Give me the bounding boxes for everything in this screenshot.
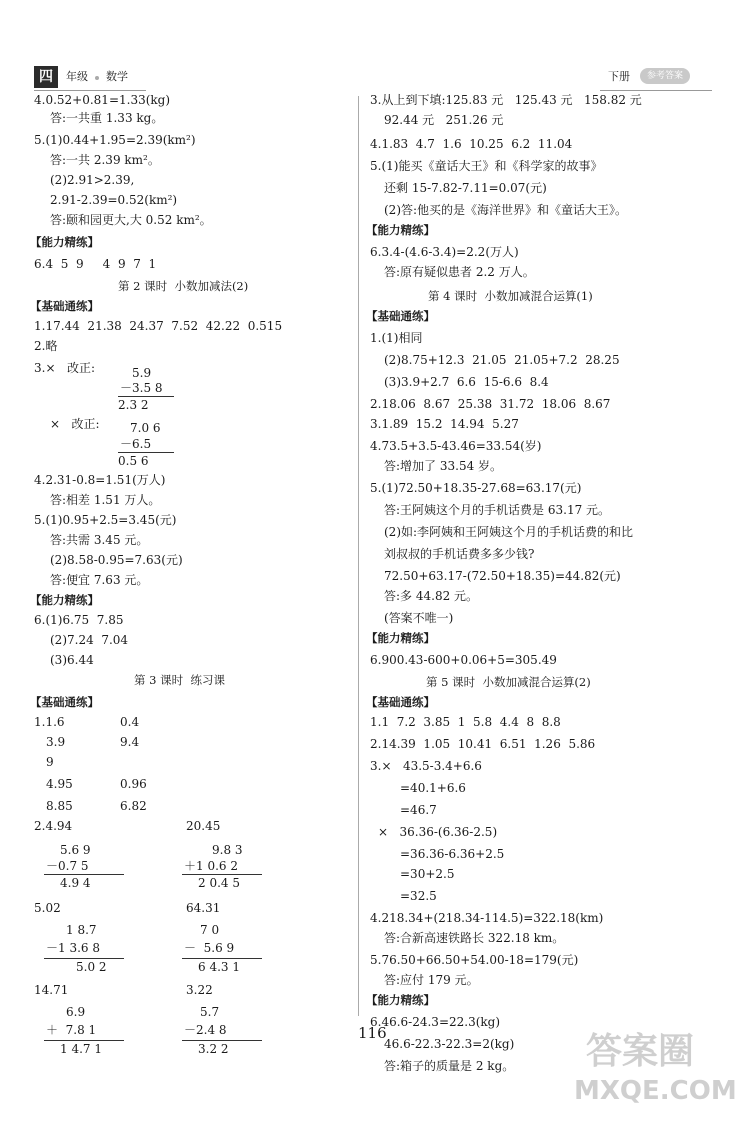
right-line: × 36.36-(6.36-2.5) bbox=[378, 825, 498, 839]
right-line: 1.(1)相同 bbox=[370, 331, 423, 345]
right-line: 2.18.06 8.67 25.38 31.72 18.06 8.67 bbox=[370, 397, 611, 411]
left-line: 答:相差 1.51 万人。 bbox=[50, 493, 161, 507]
right-line: 3.从上到下填:125.83 元 125.43 元 158.82 元 bbox=[370, 93, 642, 107]
right-line: 92.44 元 251.26 元 bbox=[384, 113, 504, 127]
left-line: × 改正: bbox=[50, 417, 100, 431]
left-line: 答:颐和园更大,大 0.52 km²。 bbox=[50, 213, 212, 227]
left-line: 5.(1)0.44+1.95=2.39(km²) bbox=[34, 133, 196, 147]
right-line: (2)如:李阿姨和王阿姨这个月的手机话费的和比 bbox=[384, 525, 634, 539]
right-line: 4.1.83 4.7 1.6 10.25 6.2 11.04 bbox=[370, 137, 573, 151]
left-line: 答:共需 3.45 元。 bbox=[50, 533, 149, 547]
col-value: 9 bbox=[46, 755, 54, 769]
left-line: 5.(1)0.95+2.5=3.45(元) bbox=[34, 513, 177, 527]
vertical-calc: ＋ 7.8 1 bbox=[46, 1023, 97, 1037]
vertical-calc-result: 5.0 2 bbox=[44, 958, 124, 975]
col-value: 6.82 bbox=[120, 799, 147, 813]
section-label: 【能力精练】 bbox=[366, 223, 435, 237]
right-line: 2.14.39 1.05 10.41 6.51 1.26 5.86 bbox=[370, 737, 596, 751]
left-line: (3)6.44 bbox=[50, 653, 94, 667]
vertical-calc: －2.4 8 bbox=[184, 1023, 227, 1037]
left-line: 答:一共 2.39 km²。 bbox=[50, 153, 160, 167]
right-line: 答:合新高速铁路长 322.18 km。 bbox=[384, 931, 565, 945]
left-line: 6.4 5 9 4 9 7 1 bbox=[34, 257, 157, 271]
grade-badge: 四 bbox=[34, 66, 58, 88]
lesson-title: 第 5 课时 小数加减混合运算(2) bbox=[426, 675, 591, 689]
vertical-calc: ＋1 0.6 2 bbox=[184, 859, 238, 873]
left-line: (2)2.91>2.39, bbox=[50, 173, 135, 187]
right-line: 5.(1)72.50+18.35-27.68=63.17(元) bbox=[370, 481, 582, 495]
right-line: 答:原有疑似患者 2.2 万人。 bbox=[384, 265, 535, 279]
right-line: 46.6-22.3-22.3=2(kg) bbox=[384, 1037, 515, 1051]
watermark-logo: 答案圈 bbox=[586, 1031, 695, 1072]
right-line: (2)答:他买的是《海洋世界》和《童话大王》。 bbox=[384, 203, 628, 217]
right-line: =46.7 bbox=[400, 803, 437, 817]
right-line: 答:王阿姨这个月的手机话费是 63.17 元。 bbox=[384, 503, 611, 517]
vertical-calc: 5.6 9 bbox=[60, 843, 91, 857]
right-line: 答:箱子的质量是 2 kg。 bbox=[384, 1059, 515, 1073]
right-line: 答:多 44.82 元。 bbox=[384, 589, 479, 603]
col-value: 0.96 bbox=[120, 777, 147, 791]
vertical-calc: 5.9 bbox=[132, 366, 152, 380]
vertical-calc: 5.7 bbox=[200, 1005, 220, 1019]
grade-label: 年级 bbox=[66, 70, 88, 83]
right-line: (答案不唯一) bbox=[384, 611, 454, 625]
header-dot bbox=[95, 76, 99, 80]
vertical-calc-result: 6 4.3 1 bbox=[182, 958, 262, 975]
vertical-calc: － 5.6 9 bbox=[184, 941, 235, 955]
right-line: 1.1 7.2 3.85 1 5.8 4.4 8 8.8 bbox=[370, 715, 561, 729]
column-divider bbox=[358, 96, 359, 1016]
right-line: =30+2.5 bbox=[400, 867, 455, 881]
col-value: 4.95 bbox=[46, 777, 73, 791]
vertical-calc-result: 3.2 2 bbox=[182, 1040, 262, 1057]
vertical-calc-result: 2.3 2 bbox=[118, 396, 174, 413]
vertical-calc: －6.5 bbox=[120, 437, 152, 451]
right-line: 6.900.43-600+0.06+5=305.49 bbox=[370, 653, 557, 667]
right-line: 3.1.89 15.2 14.94 5.27 bbox=[370, 417, 519, 431]
left-line: 3.× 改正: bbox=[34, 361, 95, 375]
vertical-calc: 6.9 bbox=[66, 1005, 86, 1019]
right-line: (2)8.75+12.3 21.05 21.05+7.2 28.25 bbox=[384, 353, 620, 367]
vertical-calc: －1 3.6 8 bbox=[46, 941, 100, 955]
right-line: 3.× 43.5-3.4+6.6 bbox=[370, 759, 482, 773]
left-line: 答:一共重 1.33 kg。 bbox=[50, 111, 164, 125]
answer-badge: 参考答案 bbox=[640, 68, 690, 84]
section-label: 【基础通练】 bbox=[366, 695, 435, 709]
section-label: 【基础通练】 bbox=[30, 695, 99, 709]
header-right-rule bbox=[600, 90, 712, 91]
right-line: 还剩 15-7.82-7.11=0.07(元) bbox=[384, 181, 547, 195]
left-line: (2)8.58-0.95=7.63(元) bbox=[50, 553, 183, 567]
left-line: 2.略 bbox=[34, 339, 58, 353]
left-line: 3.22 bbox=[186, 983, 213, 997]
right-line: =40.1+6.6 bbox=[400, 781, 466, 795]
vertical-calc: 7 0 bbox=[200, 923, 220, 937]
right-line: 4.73.5+3.5-43.46=33.54(岁) bbox=[370, 439, 542, 453]
col-value: 1.1.6 bbox=[34, 715, 65, 729]
section-label: 【基础通练】 bbox=[366, 309, 435, 323]
col-value: 3.9 bbox=[46, 735, 66, 749]
right-line: 4.218.34+(218.34-114.5)=322.18(km) bbox=[370, 911, 604, 925]
lesson-title: 第 4 课时 小数加减混合运算(1) bbox=[428, 289, 593, 303]
vertical-calc-result: 2 0.4 5 bbox=[182, 874, 262, 891]
header-left-rule bbox=[34, 90, 146, 91]
col-value: 8.85 bbox=[46, 799, 73, 813]
vertical-calc: －0.7 5 bbox=[46, 859, 89, 873]
right-line: (3)3.9+2.7 6.6 15-6.6 8.4 bbox=[384, 375, 549, 389]
right-line: =36.36-6.36+2.5 bbox=[400, 847, 505, 861]
left-line: 1.17.44 21.38 24.37 7.52 42.22 0.515 bbox=[34, 319, 283, 333]
right-line: 答:增加了 33.54 岁。 bbox=[384, 459, 503, 473]
right-line: 5.(1)能买《童话大王》和《科学家的故事》 bbox=[370, 159, 603, 173]
left-line: 20.45 bbox=[186, 819, 221, 833]
left-line: 14.71 bbox=[34, 983, 69, 997]
left-line: 5.02 bbox=[34, 901, 61, 915]
lesson-title: 第 2 课时 小数加减法(2) bbox=[118, 279, 249, 293]
volume-label: 下册 bbox=[608, 70, 630, 83]
col-value: 0.4 bbox=[120, 715, 140, 729]
right-line: 72.50+63.17-(72.50+18.35)=44.82(元) bbox=[384, 569, 621, 583]
left-line: 4.0.52+0.81=1.33(kg) bbox=[34, 93, 171, 107]
right-line: 6.46.6-24.3=22.3(kg) bbox=[370, 1015, 501, 1029]
vertical-calc: 7.0 6 bbox=[130, 421, 161, 435]
right-line: 刘叔叔的手机话费多多少钱? bbox=[384, 547, 535, 561]
left-line: 2.91-2.39=0.52(km²) bbox=[50, 193, 178, 207]
left-line: 6.(1)6.75 7.85 bbox=[34, 613, 124, 627]
left-line: 答:便宜 7.63 元。 bbox=[50, 573, 149, 587]
watermark-url: MXQE.COM bbox=[574, 1076, 737, 1106]
left-line: 2.4.94 bbox=[34, 819, 73, 833]
vertical-calc-result: 0.5 6 bbox=[118, 452, 174, 469]
section-label: 【能力精练】 bbox=[30, 593, 99, 607]
right-line: 6.3.4-(4.6-3.4)=2.2(万人) bbox=[370, 245, 519, 259]
col-value: 9.4 bbox=[120, 735, 140, 749]
section-label: 【基础通练】 bbox=[30, 299, 99, 313]
vertical-calc: 1 8.7 bbox=[66, 923, 97, 937]
vertical-calc: 9.8 3 bbox=[212, 843, 243, 857]
left-line: (2)7.24 7.04 bbox=[50, 633, 129, 647]
right-line: 5.76.50+66.50+54.00-18=179(元) bbox=[370, 953, 579, 967]
vertical-calc-result: 1 4.7 1 bbox=[44, 1040, 124, 1057]
subject-label: 数学 bbox=[106, 70, 128, 83]
section-label: 【能力精练】 bbox=[30, 235, 99, 249]
page-number: 116 bbox=[358, 1024, 387, 1042]
left-line: 4.2.31-0.8=1.51(万人) bbox=[34, 473, 166, 487]
vertical-calc: －3.5 8 bbox=[120, 381, 163, 395]
section-label: 【能力精练】 bbox=[366, 993, 435, 1007]
right-line: 答:应付 179 元。 bbox=[384, 973, 479, 987]
section-label: 【能力精练】 bbox=[366, 631, 435, 645]
left-line: 64.31 bbox=[186, 901, 221, 915]
lesson-title: 第 3 课时 练习课 bbox=[134, 673, 225, 687]
vertical-calc-result: 4.9 4 bbox=[44, 874, 124, 891]
right-line: =32.5 bbox=[400, 889, 437, 903]
